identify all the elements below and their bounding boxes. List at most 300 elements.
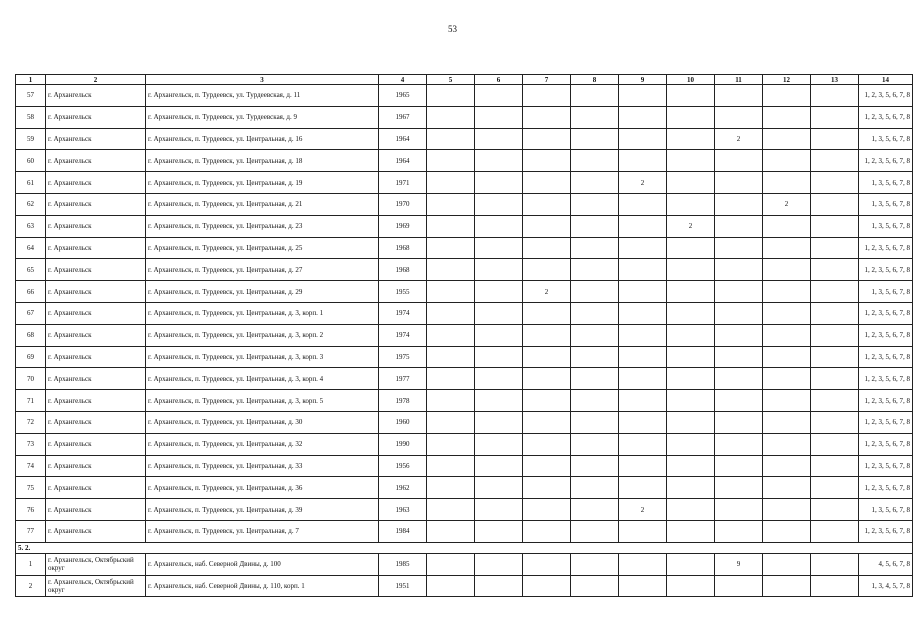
table-cell: 59 (16, 128, 46, 150)
table-cell (763, 128, 811, 150)
table-cell: 1, 2, 3, 5, 6, 7, 8 (859, 346, 913, 368)
table-cell (619, 346, 667, 368)
table-cell (427, 128, 475, 150)
table-cell: г. Архангельск, п. Турдеевск, ул. Центральная, д. 27 (146, 259, 379, 281)
table-cell (427, 368, 475, 390)
table-cell: г. Архангельск, п. Турдеевск, ул. Центральная, д. 25 (146, 237, 379, 259)
table-cell (715, 193, 763, 215)
table-cell (475, 324, 523, 346)
table-cell (667, 520, 715, 542)
table-cell (523, 150, 571, 172)
table-cell (571, 128, 619, 150)
table-cell (715, 172, 763, 194)
table-cell: 75 (16, 477, 46, 499)
table-cell (427, 150, 475, 172)
table-cell (715, 433, 763, 455)
column-header: 3 (146, 75, 379, 85)
table-cell (811, 455, 859, 477)
table-cell (763, 368, 811, 390)
table-cell (475, 553, 523, 575)
table-cell: 1, 2, 3, 5, 6, 7, 8 (859, 433, 913, 455)
table-row (16, 324, 913, 346)
table-cell: 64 (16, 237, 46, 259)
table-cell (427, 390, 475, 412)
table-cell (667, 172, 715, 194)
column-header: 9 (619, 75, 667, 85)
table-cell: г. Архангельск, п. Турдеевск, ул. Центральная, д. 23 (146, 215, 379, 237)
table-cell: г. Архангельск (46, 346, 146, 368)
table-cell: 73 (16, 433, 46, 455)
table-cell (811, 85, 859, 107)
table-cell (667, 302, 715, 324)
table-cell (475, 106, 523, 128)
table-cell (475, 390, 523, 412)
table-cell (475, 128, 523, 150)
table-row (16, 368, 913, 390)
table-cell: 1962 (379, 477, 427, 499)
table-cell (763, 302, 811, 324)
table-cell (523, 85, 571, 107)
table-cell: 4, 5, 6, 7, 8 (859, 553, 913, 575)
header-row (16, 75, 913, 85)
table-cell (571, 411, 619, 433)
table-cell (763, 106, 811, 128)
table-cell: г. Архангельск, п. Турдеевск, ул. Турдеевская, д. 11 (146, 85, 379, 107)
table-cell (571, 259, 619, 281)
table-cell (715, 368, 763, 390)
table-cell: г. Архангельск (46, 324, 146, 346)
table-cell: 9 (715, 553, 763, 575)
table-cell (619, 575, 667, 597)
table-cell (811, 150, 859, 172)
table-cell: 1, 2, 3, 5, 6, 7, 8 (859, 259, 913, 281)
table-cell: 72 (16, 411, 46, 433)
table-row (16, 259, 913, 281)
table-cell: г. Архангельск, Октябрьский округ (46, 575, 146, 597)
table-cell (763, 215, 811, 237)
table-row (16, 553, 913, 575)
table-cell (571, 433, 619, 455)
table-cell: 1, 2, 3, 5, 6, 7, 8 (859, 477, 913, 499)
table-cell: 1977 (379, 368, 427, 390)
table-cell: г. Архангельск (46, 433, 146, 455)
table-cell: г. Архангельск, п. Турдеевск, ул. Центральная, д. 30 (146, 411, 379, 433)
table-cell: г. Архангельск (46, 499, 146, 521)
table-cell (763, 150, 811, 172)
table-row (16, 346, 913, 368)
column-header: 8 (571, 75, 619, 85)
column-header: 14 (859, 75, 913, 85)
column-header: 1 (16, 75, 46, 85)
table-cell (427, 215, 475, 237)
table-cell (475, 85, 523, 107)
column-header: 5 (427, 75, 475, 85)
table-cell: г. Архангельск, п. Турдеевск, ул. Центральная, д. 33 (146, 455, 379, 477)
table-cell: 1978 (379, 390, 427, 412)
table-cell (811, 553, 859, 575)
table-cell (475, 150, 523, 172)
table-cell (523, 499, 571, 521)
table-row (16, 302, 913, 324)
table-cell: 2 (715, 128, 763, 150)
table-cell: г. Архангельск (46, 477, 146, 499)
table-cell (571, 520, 619, 542)
table-cell (811, 128, 859, 150)
table-row (16, 499, 913, 521)
table-cell: 1964 (379, 128, 427, 150)
table-cell (571, 85, 619, 107)
table-cell: 1, 2, 3, 5, 6, 7, 8 (859, 411, 913, 433)
table-cell (523, 128, 571, 150)
table-cell (427, 575, 475, 597)
table-cell: г. Архангельск, п. Турдеевск, ул. Центральная, д. 3, корп. 1 (146, 302, 379, 324)
table-cell: 1, 3, 5, 6, 7, 8 (859, 193, 913, 215)
table-cell (763, 85, 811, 107)
table-cell (571, 575, 619, 597)
table-cell: г. Архангельск, п. Турдеевск, ул. Центральная, д. 3, корп. 4 (146, 368, 379, 390)
column-header: 10 (667, 75, 715, 85)
table-cell: г. Архангельск (46, 390, 146, 412)
table-cell (427, 346, 475, 368)
table-cell: г. Архангельск, п. Турдеевск, ул. Центральная, д. 19 (146, 172, 379, 194)
table-cell (475, 477, 523, 499)
table-cell (763, 281, 811, 303)
table-cell (763, 477, 811, 499)
table-row (16, 411, 913, 433)
table-cell (763, 499, 811, 521)
table-cell (619, 150, 667, 172)
table-row (16, 215, 913, 237)
table-cell: 1971 (379, 172, 427, 194)
table-cell: 1964 (379, 150, 427, 172)
table-cell (763, 390, 811, 412)
table-cell (763, 172, 811, 194)
table-cell: 71 (16, 390, 46, 412)
table-cell: 1, 2, 3, 5, 6, 7, 8 (859, 106, 913, 128)
table-cell (427, 172, 475, 194)
table-cell (475, 346, 523, 368)
table-cell (763, 433, 811, 455)
table-cell (523, 302, 571, 324)
table-cell (619, 193, 667, 215)
table-cell: 2 (667, 215, 715, 237)
table-cell (475, 193, 523, 215)
table-cell (475, 433, 523, 455)
table-cell: 77 (16, 520, 46, 542)
table-cell (427, 324, 475, 346)
table-cell: г. Архангельск (46, 85, 146, 107)
table-cell (811, 237, 859, 259)
table-cell (427, 477, 475, 499)
table-row (16, 477, 913, 499)
table-cell (427, 281, 475, 303)
table-cell (619, 128, 667, 150)
table-cell (427, 553, 475, 575)
table-cell (667, 237, 715, 259)
table-cell: 1, 2, 3, 5, 6, 7, 8 (859, 455, 913, 477)
table-cell (715, 477, 763, 499)
table-cell (715, 259, 763, 281)
table-cell (667, 150, 715, 172)
table-cell: 66 (16, 281, 46, 303)
column-header: 6 (475, 75, 523, 85)
table-cell: 60 (16, 150, 46, 172)
column-header: 12 (763, 75, 811, 85)
table-cell (619, 455, 667, 477)
table-cell (715, 237, 763, 259)
table-cell (667, 499, 715, 521)
table-cell: г. Архангельск, Октябрьский округ (46, 553, 146, 575)
table-cell: 2 (619, 499, 667, 521)
table-cell (619, 368, 667, 390)
table-cell (811, 172, 859, 194)
table-cell: 74 (16, 455, 46, 477)
table-cell (475, 575, 523, 597)
table-cell (667, 390, 715, 412)
table-cell (811, 575, 859, 597)
table-cell (475, 259, 523, 281)
table-cell: г. Архангельск, п. Турдеевск, ул. Центральная, д. 32 (146, 433, 379, 455)
table-cell: г. Архангельск (46, 172, 146, 194)
table-cell: г. Архангельск, п. Турдеевск, ул. Центральная, д. 3, корп. 5 (146, 390, 379, 412)
table-cell (571, 553, 619, 575)
table-cell (715, 106, 763, 128)
table-cell (619, 85, 667, 107)
table-cell: 1, 3, 5, 6, 7, 8 (859, 499, 913, 521)
table-cell (571, 150, 619, 172)
table-cell (763, 324, 811, 346)
table-cell (475, 455, 523, 477)
table-row (16, 193, 913, 215)
table-cell (427, 106, 475, 128)
table-cell (427, 85, 475, 107)
table-cell (811, 106, 859, 128)
table-cell (667, 128, 715, 150)
table-cell: 1960 (379, 411, 427, 433)
table-cell (523, 193, 571, 215)
table-cell (523, 368, 571, 390)
table-cell: г. Архангельск (46, 106, 146, 128)
table-cell: г. Архангельск, п. Турдеевск, ул. Центральная, д. 16 (146, 128, 379, 150)
table-cell (571, 477, 619, 499)
table-cell (475, 281, 523, 303)
table-cell: 1984 (379, 520, 427, 542)
table-cell: 2 (523, 281, 571, 303)
table-cell (619, 106, 667, 128)
table-cell (715, 499, 763, 521)
table-cell (523, 411, 571, 433)
page-number: 53 (448, 24, 457, 34)
table-cell: 1963 (379, 499, 427, 521)
table-cell: 1970 (379, 193, 427, 215)
table-cell (571, 281, 619, 303)
column-header: 13 (811, 75, 859, 85)
table-cell (427, 259, 475, 281)
table-cell (763, 346, 811, 368)
table-cell (763, 553, 811, 575)
table-cell (667, 433, 715, 455)
table-cell (667, 281, 715, 303)
table-cell: г. Архангельск, п. Турдеевск, ул. Центральная, д. 3, корп. 3 (146, 346, 379, 368)
table-cell (811, 346, 859, 368)
table-cell: 1 (16, 553, 46, 575)
table-cell: 1956 (379, 455, 427, 477)
table-cell (475, 411, 523, 433)
section-row (16, 542, 913, 553)
table-cell (811, 215, 859, 237)
table-cell (619, 520, 667, 542)
table-cell (523, 553, 571, 575)
table-cell (523, 259, 571, 281)
table-cell: 1, 2, 3, 5, 6, 7, 8 (859, 368, 913, 390)
table-cell (523, 477, 571, 499)
table-cell (619, 237, 667, 259)
table-cell (475, 368, 523, 390)
table-cell (811, 259, 859, 281)
table-cell: г. Архангельск (46, 520, 146, 542)
table-cell (715, 575, 763, 597)
table-cell (619, 433, 667, 455)
table-cell (667, 455, 715, 477)
table-cell (667, 193, 715, 215)
table-cell: 1985 (379, 553, 427, 575)
table-cell (715, 411, 763, 433)
table-cell: 61 (16, 172, 46, 194)
table-cell: г. Архангельск (46, 215, 146, 237)
table-row (16, 433, 913, 455)
table-cell (811, 368, 859, 390)
table-cell (523, 575, 571, 597)
table-cell: г. Архангельск, п. Турдеевск, ул. Центральная, д. 29 (146, 281, 379, 303)
table-cell (715, 520, 763, 542)
table-row (16, 106, 913, 128)
table-cell (523, 106, 571, 128)
table-cell: 63 (16, 215, 46, 237)
table-cell (523, 237, 571, 259)
table-cell (811, 477, 859, 499)
table-cell: 1955 (379, 281, 427, 303)
table-cell (715, 346, 763, 368)
column-header: 11 (715, 75, 763, 85)
table-cell (811, 499, 859, 521)
table-cell: 1967 (379, 106, 427, 128)
table-cell (619, 215, 667, 237)
column-header: 2 (46, 75, 146, 85)
table-row (16, 575, 913, 597)
table-cell (427, 237, 475, 259)
table-cell (667, 346, 715, 368)
table-cell: 2 (16, 575, 46, 597)
table-cell (523, 455, 571, 477)
table-cell (619, 477, 667, 499)
table-cell: 1, 3, 5, 6, 7, 8 (859, 215, 913, 237)
table-cell (571, 193, 619, 215)
table-cell: 1974 (379, 302, 427, 324)
table-cell: г. Архангельск (46, 193, 146, 215)
table-cell (523, 215, 571, 237)
table-cell: 65 (16, 259, 46, 281)
table-cell (715, 215, 763, 237)
table-cell: г. Архангельск (46, 302, 146, 324)
table-cell (667, 85, 715, 107)
table-cell (475, 302, 523, 324)
table-cell (715, 390, 763, 412)
table-cell: 1, 3, 5, 6, 7, 8 (859, 281, 913, 303)
table-cell: г. Архангельск, п. Турдеевск, ул. Центральная, д. 36 (146, 477, 379, 499)
table-cell (811, 324, 859, 346)
table-cell (619, 259, 667, 281)
register-table (15, 74, 913, 597)
table-cell: г. Архангельск, п. Турдеевск, ул. Центральная, д. 3, корп. 2 (146, 324, 379, 346)
table-cell (571, 215, 619, 237)
table-cell (715, 324, 763, 346)
table-cell (667, 259, 715, 281)
table-cell: 1, 2, 3, 5, 6, 7, 8 (859, 85, 913, 107)
table-cell (523, 324, 571, 346)
table-cell: 1, 3, 4, 5, 7, 8 (859, 575, 913, 597)
table-row (16, 172, 913, 194)
table-cell (619, 324, 667, 346)
table-cell (427, 411, 475, 433)
table-cell: 1974 (379, 324, 427, 346)
table-cell: 57 (16, 85, 46, 107)
table-cell: г. Архангельск (46, 259, 146, 281)
table-cell: 1968 (379, 259, 427, 281)
table-cell: 69 (16, 346, 46, 368)
table-cell (715, 85, 763, 107)
table-cell (571, 302, 619, 324)
table-cell: г. Архангельск, п. Турдеевск, ул. Центральная, д. 18 (146, 150, 379, 172)
table-cell: 1975 (379, 346, 427, 368)
table-cell (523, 172, 571, 194)
table-cell: г. Архангельск, п. Турдеевск, ул. Центральная, д. 39 (146, 499, 379, 521)
table-cell (667, 106, 715, 128)
column-header: 4 (379, 75, 427, 85)
table-cell: 1, 3, 5, 6, 7, 8 (859, 172, 913, 194)
table-cell: г. Архангельск (46, 128, 146, 150)
table-cell: 70 (16, 368, 46, 390)
table-cell (715, 455, 763, 477)
table-cell (571, 499, 619, 521)
table-cell: г. Архангельск, наб. Северной Двины, д. 110, корп. 1 (146, 575, 379, 597)
table-cell (619, 411, 667, 433)
table-cell: г. Архангельск (46, 281, 146, 303)
table-cell: 1969 (379, 215, 427, 237)
table-cell (811, 302, 859, 324)
table-cell: г. Архангельск (46, 455, 146, 477)
table-cell (667, 553, 715, 575)
table-cell: 1968 (379, 237, 427, 259)
table-cell (811, 193, 859, 215)
table-row (16, 281, 913, 303)
table-cell: 1, 3, 5, 6, 7, 8 (859, 128, 913, 150)
section-label: 5. 2. (16, 542, 913, 553)
table-cell: 62 (16, 193, 46, 215)
table-cell (811, 433, 859, 455)
table-cell (811, 411, 859, 433)
table-cell (715, 281, 763, 303)
table-cell (763, 520, 811, 542)
table-cell: г. Архангельск (46, 237, 146, 259)
table-cell: 1, 2, 3, 5, 6, 7, 8 (859, 302, 913, 324)
table-cell (763, 411, 811, 433)
table-cell: г. Архангельск, п. Турдеевск, ул. Центральная, д. 21 (146, 193, 379, 215)
table-cell (619, 302, 667, 324)
table-cell (619, 553, 667, 575)
table-cell (763, 575, 811, 597)
table-cell (571, 324, 619, 346)
table-cell: 1990 (379, 433, 427, 455)
